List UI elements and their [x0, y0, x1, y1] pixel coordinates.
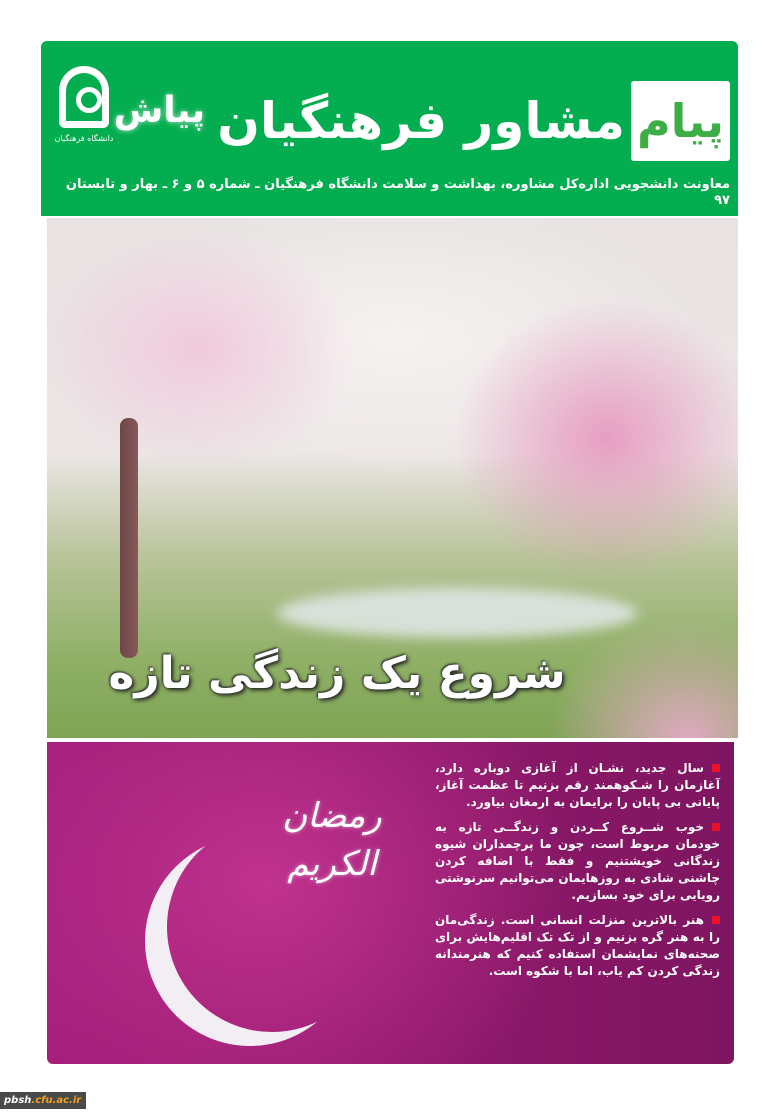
bullet-square-icon — [712, 916, 720, 924]
watermark-part2: .cfu.ac.ir — [31, 1095, 82, 1106]
issue-subtitle: معاونت دانشجویی اداره‌کل مشاوره، بهداشت و سلامت دانشگاه فرهنگیان ـ شماره ۵ و ۶ ـ بهار و تابستان ۹۷ — [65, 177, 730, 208]
cover-photo — [47, 218, 738, 738]
cover-headline: شروع یک زندگی تازه — [108, 648, 566, 699]
title-box: پیام — [631, 81, 730, 161]
bullet-text: خوب شــروع کــردن و زندگــی تازه به خودمان مربوط است، چون ما پرچمداران شیوه زندگانی خویشتنیم و فقط با اضافه کردن چاشنی شادی به روزهایمان می‌توانیم سرنوشتی رویایی برای خود بسازیم. — [435, 820, 720, 902]
bullet-text: هنر بالاترین منزلت انسانی است. زندگی‌مان را به هنر گره بزنیم و از تک تک اقلیم‌هایش برای صحنه‌های نمایشمان استفاده کنیم که هنرمندانه زندگی کردن کم یاب، اما با شکوه است. — [435, 913, 720, 978]
title-main: مشاور فرهنگیان — [217, 92, 625, 150]
university-emblem-icon — [59, 66, 109, 128]
watermark-part1: pbsh — [4, 1095, 32, 1106]
bullet-item — [435, 819, 720, 904]
magazine-header — [41, 41, 738, 216]
bullet-text: سال جدید، نشـان از آغازی دوباره دارد، آغازمان را شـکوهمند رقم بزنیم تا عظمت آغاز، پایانی بی پایان را برایمان به ارمغان بیاورد. — [435, 761, 720, 809]
bullet-item — [435, 760, 720, 811]
pond — [277, 588, 637, 638]
ramadan-calligraphy: رمضان الکریم — [282, 796, 382, 884]
bullet-square-icon — [712, 764, 720, 772]
tree-trunk — [120, 418, 138, 658]
source-watermark[interactable] — [0, 1092, 86, 1109]
magazine-title — [217, 81, 730, 161]
university-logo-caption: دانشگاه فرهنگیان — [54, 134, 114, 143]
bullet-square-icon — [712, 823, 720, 831]
ramadan-panel — [47, 742, 734, 1064]
paiash-logo: پیاش — [113, 90, 205, 131]
university-logo — [49, 66, 119, 161]
bullet-list — [435, 760, 720, 988]
bullet-item — [435, 912, 720, 980]
